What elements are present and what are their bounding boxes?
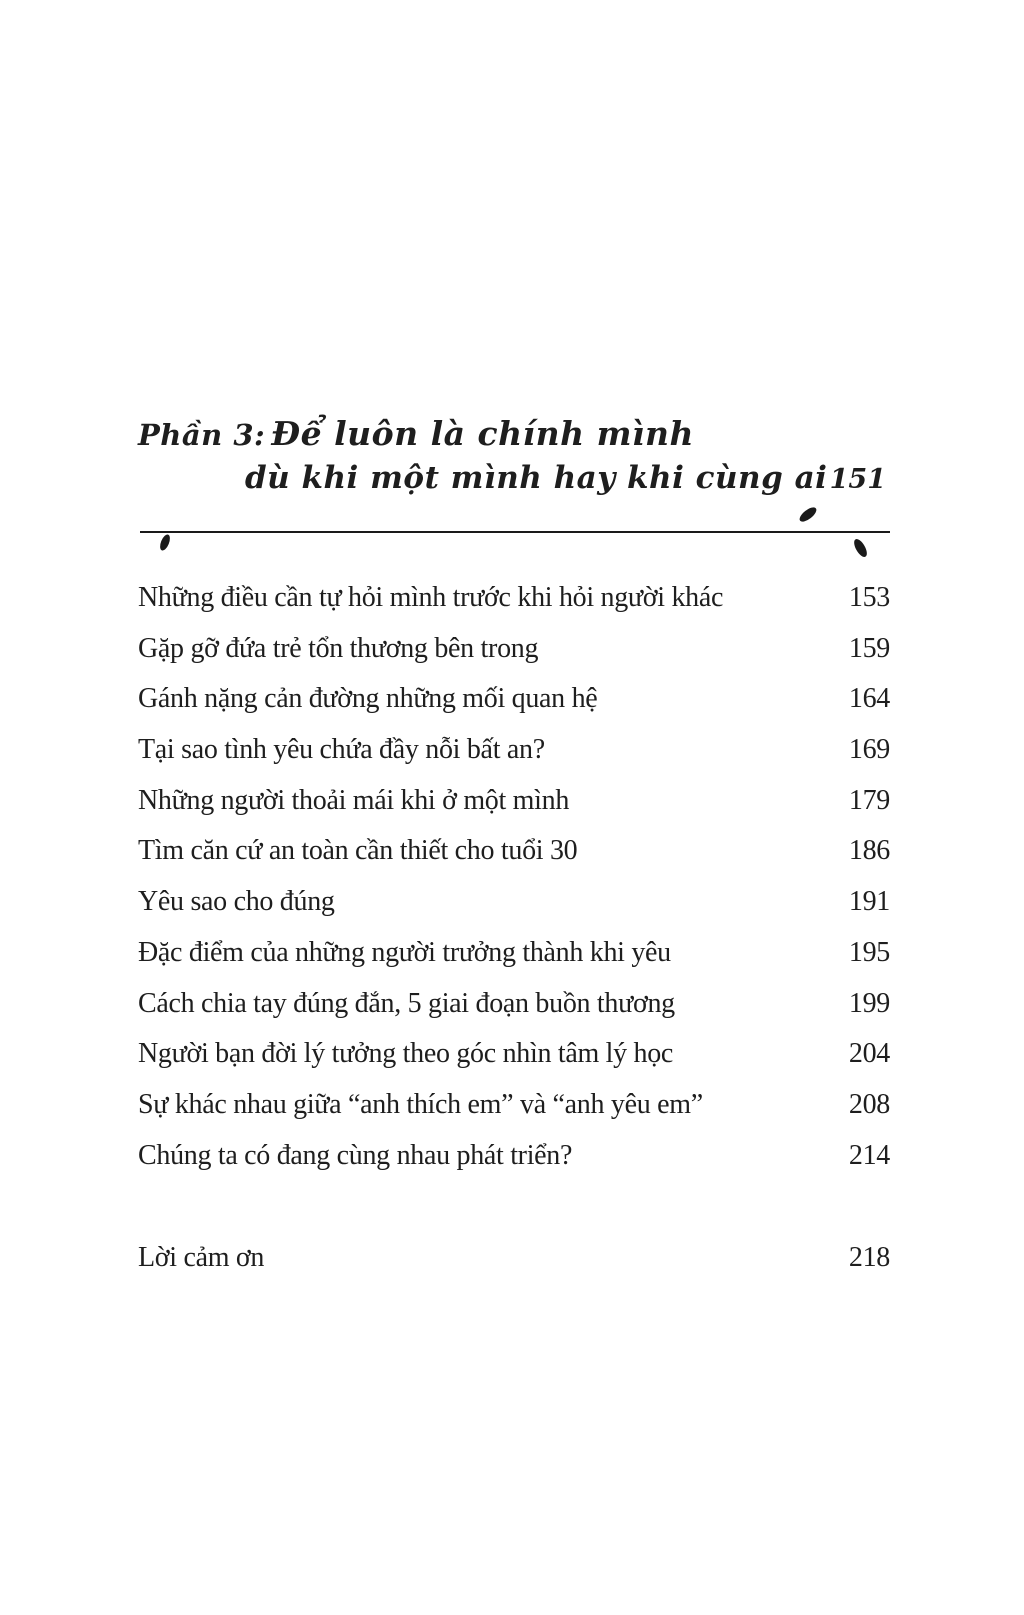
toc-acknowledgment-entry <box>138 1233 890 1284</box>
toc-entry <box>138 928 890 979</box>
toc-entry-page: 169 <box>848 734 890 766</box>
toc-entry-page: 199 <box>848 987 890 1019</box>
toc-entry-title: Tìm căn cứ an toàn cần thiết cho tuổi 30 <box>138 835 578 867</box>
toc-entry <box>138 877 890 928</box>
section-part-label: Phần 3: <box>138 418 266 452</box>
toc-entry-title: Lời cảm ơn <box>138 1242 265 1274</box>
toc-entry-page: 208 <box>848 1088 890 1120</box>
toc-entry-page: 204 <box>848 1038 890 1070</box>
toc-entry-page: 186 <box>848 835 890 867</box>
toc-entry-title: Những người thoải mái khi ở một mình <box>138 784 570 816</box>
toc-entry-page: 179 <box>848 784 890 816</box>
section-title-line1 <box>138 412 890 457</box>
toc-entry-page: 195 <box>848 936 890 968</box>
toc-entry-page: 218 <box>848 1242 890 1274</box>
header-divider <box>140 531 890 533</box>
section-title-line2: dù khi một mình hay khi cùng ai <box>245 460 828 496</box>
toc-entry <box>138 979 890 1030</box>
toc-entry-title: Sự khác nhau giữa “anh thích em” và “anh yêu em” <box>138 1088 703 1120</box>
toc-entry-title: Gánh nặng cản đường những mối quan hệ <box>138 683 598 715</box>
section-page-number: 151 <box>829 464 886 495</box>
toc-entry-title: Cách chia tay đúng đắn, 5 giai đoạn buồn thương <box>138 987 675 1019</box>
toc-entry-page: 191 <box>848 886 890 918</box>
ink-flourish-right-lower-icon <box>852 537 870 559</box>
toc-entry <box>138 776 890 827</box>
toc-entry-title: Tại sao tình yêu chứa đầy nỗi bất an? <box>138 734 545 766</box>
toc-entry-page: 159 <box>848 632 890 664</box>
toc-entry <box>138 573 890 624</box>
toc-entry <box>138 624 890 675</box>
toc-entry-page: 164 <box>848 683 890 715</box>
toc-entry <box>138 725 890 776</box>
toc-entry-title: Gặp gỡ đứa trẻ tổn thương bên trong <box>138 632 539 664</box>
toc-entry <box>138 674 890 725</box>
toc-entry-title: Những điều cần tự hỏi mình trước khi hỏi người khác <box>138 582 724 613</box>
toc-entry-title: Chúng ta có đang cùng nhau phát triển? <box>138 1139 573 1171</box>
toc-entry-page: 153 <box>848 582 890 613</box>
table-of-contents <box>138 573 890 1284</box>
toc-entry-title: Yêu sao cho đúng <box>138 886 335 918</box>
section-header <box>138 412 890 499</box>
toc-entry <box>138 1131 890 1182</box>
toc-entry-title: Đặc điểm của những người trưởng thành khi yêu <box>138 936 671 968</box>
ink-flourish-right-upper-icon <box>797 505 818 524</box>
toc-entry <box>138 1029 890 1080</box>
toc-entry-title: Người bạn đời lý tưởng theo góc nhìn tâm lý học <box>138 1038 674 1070</box>
toc-entry <box>138 1080 890 1131</box>
section-title-text: Để luôn là chính mình <box>271 414 695 453</box>
toc-entry <box>138 826 890 877</box>
ink-flourish-left-icon <box>158 533 172 552</box>
toc-entry-page: 214 <box>848 1139 890 1171</box>
